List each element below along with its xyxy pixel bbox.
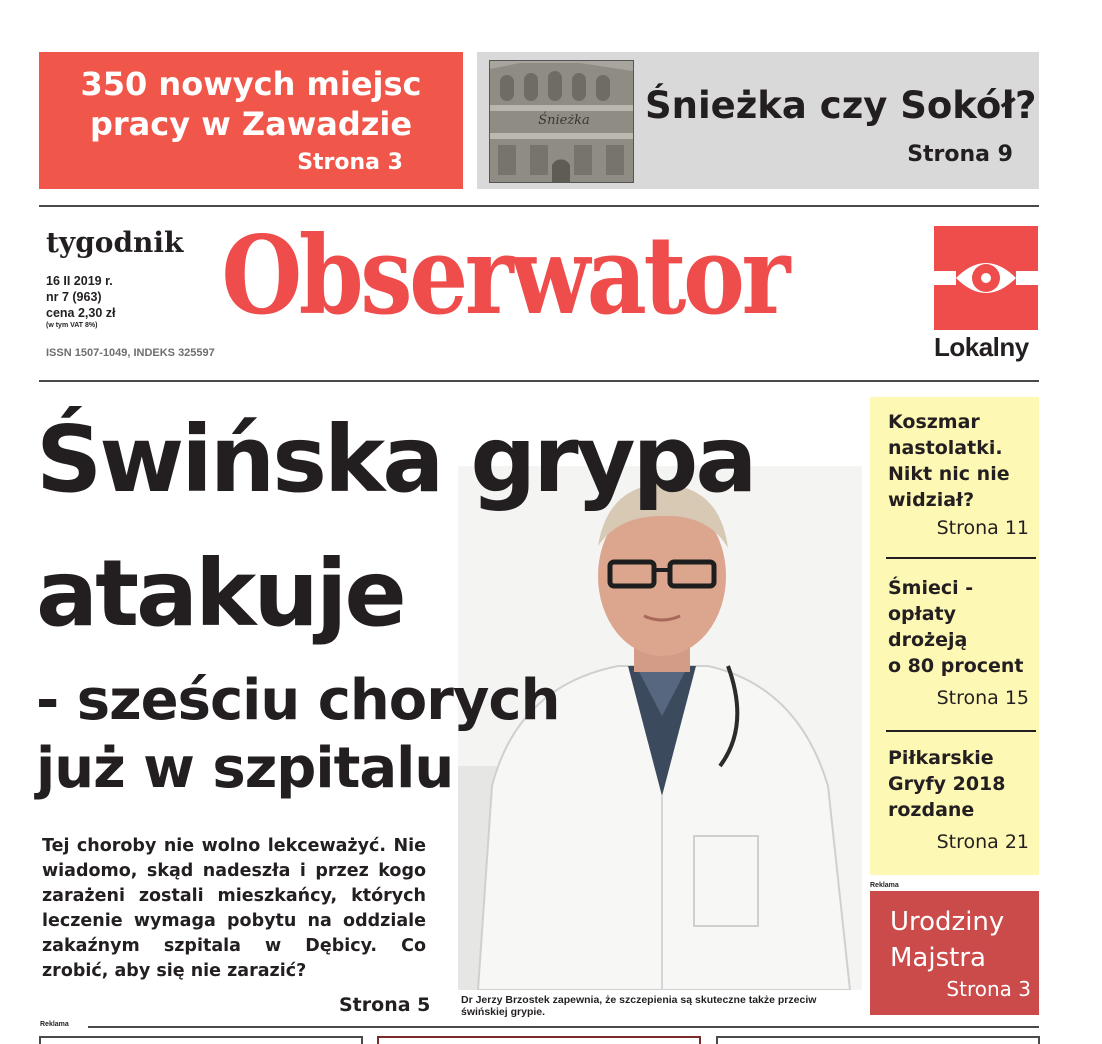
masthead-title: Obserwator	[221, 213, 788, 339]
sidebar-divider	[886, 730, 1036, 732]
footer-ad-box	[716, 1036, 1040, 1044]
sidebar-teasers	[870, 397, 1039, 875]
sidebar-divider	[886, 557, 1036, 559]
sidebar-item-page: Strona 15	[936, 687, 1029, 709]
masthead-top-rule	[39, 205, 1039, 207]
teaser-jobs[interactable]	[39, 52, 463, 189]
main-headline-line2: atakuje	[36, 540, 404, 647]
sidebar-item-page: Strona 21	[936, 831, 1029, 853]
ad-birthday[interactable]	[870, 891, 1039, 1015]
eye-icon	[934, 226, 1038, 330]
teaser-cinema-headline: Śnieżka czy Sokół?	[645, 84, 1037, 127]
footer-rule	[88, 1026, 1039, 1028]
sidebar-item-line: o 80 procent	[888, 655, 1024, 677]
sidebar-item-line: Nikt nic nie	[888, 463, 1010, 485]
issue-number: nr 7 (963)	[46, 290, 102, 304]
footer-ad-label: Reklama	[40, 1021, 69, 1028]
masthead-bottom-rule	[39, 380, 1039, 382]
sidebar-item-line: Śmieci -	[888, 577, 974, 599]
ad-label: Reklama	[870, 882, 899, 889]
sidebar-item-line: drożeją	[888, 629, 968, 651]
sidebar-item-line: rozdane	[888, 799, 975, 821]
masthead-subtitle: Lokalny	[934, 332, 1029, 362]
issn-index: ISSN 1507-1049, INDEKS 325597	[46, 347, 215, 359]
footer-ad-box	[39, 1036, 363, 1044]
main-subhead-line2: już w szpitalu	[36, 736, 454, 801]
masthead-type: tygodnik	[46, 226, 184, 259]
sidebar-item-page: Strona 11	[936, 517, 1029, 539]
main-lead: Tej choroby nie wolno lekceważyć. Nie wiadomo, skąd nadeszła i przez kogo zarażeni zostali mieszkańcy, których leczenie wymaga pobytu na oddziale zakaźnym szpitala w Dębicy. Co zrobić, aby się nie zarazić?	[42, 836, 426, 981]
teaser-jobs-page: Strona 3	[297, 150, 403, 175]
ad-line2: Majstra	[890, 943, 986, 973]
issue-price: cena 2,30 zł	[46, 306, 116, 320]
issue-vat: (w tym VAT 8%)	[46, 322, 98, 329]
sidebar-item-line: Piłkarskie	[888, 747, 994, 769]
cinema-building-photo	[489, 60, 634, 183]
main-headline-line1: Świńska grypa	[36, 406, 755, 513]
teaser-cinema-page: Strona 9	[907, 142, 1013, 167]
cinema-sign-text: Śnieżka	[538, 113, 590, 128]
main-subhead-line1: - sześciu chorych	[36, 668, 560, 733]
sidebar-item-line: opłaty	[888, 603, 956, 625]
footer-ad-box	[377, 1036, 701, 1044]
sidebar-item-line: widział?	[888, 489, 975, 511]
teaser-jobs-line1: 350 nowych miejsc	[80, 65, 422, 103]
ad-page: Strona 3	[946, 977, 1031, 1001]
main-story-page[interactable]: Strona 5	[339, 994, 431, 1016]
teaser-jobs-line2: pracy w Zawadzie	[89, 105, 413, 143]
sidebar-item-line: nastolatki.	[888, 437, 1003, 459]
sidebar-item-line: Koszmar	[888, 411, 980, 433]
issue-date: 16 II 2019 r.	[46, 274, 113, 288]
photo-caption: Dr Jerzy Brzostek zapewnia, że szczepienia są skuteczne także przeciw świńskiej grypie.	[461, 994, 817, 1018]
sidebar-item-line: Gryfy 2018	[888, 773, 1006, 795]
ad-line1: Urodziny	[890, 907, 1005, 937]
